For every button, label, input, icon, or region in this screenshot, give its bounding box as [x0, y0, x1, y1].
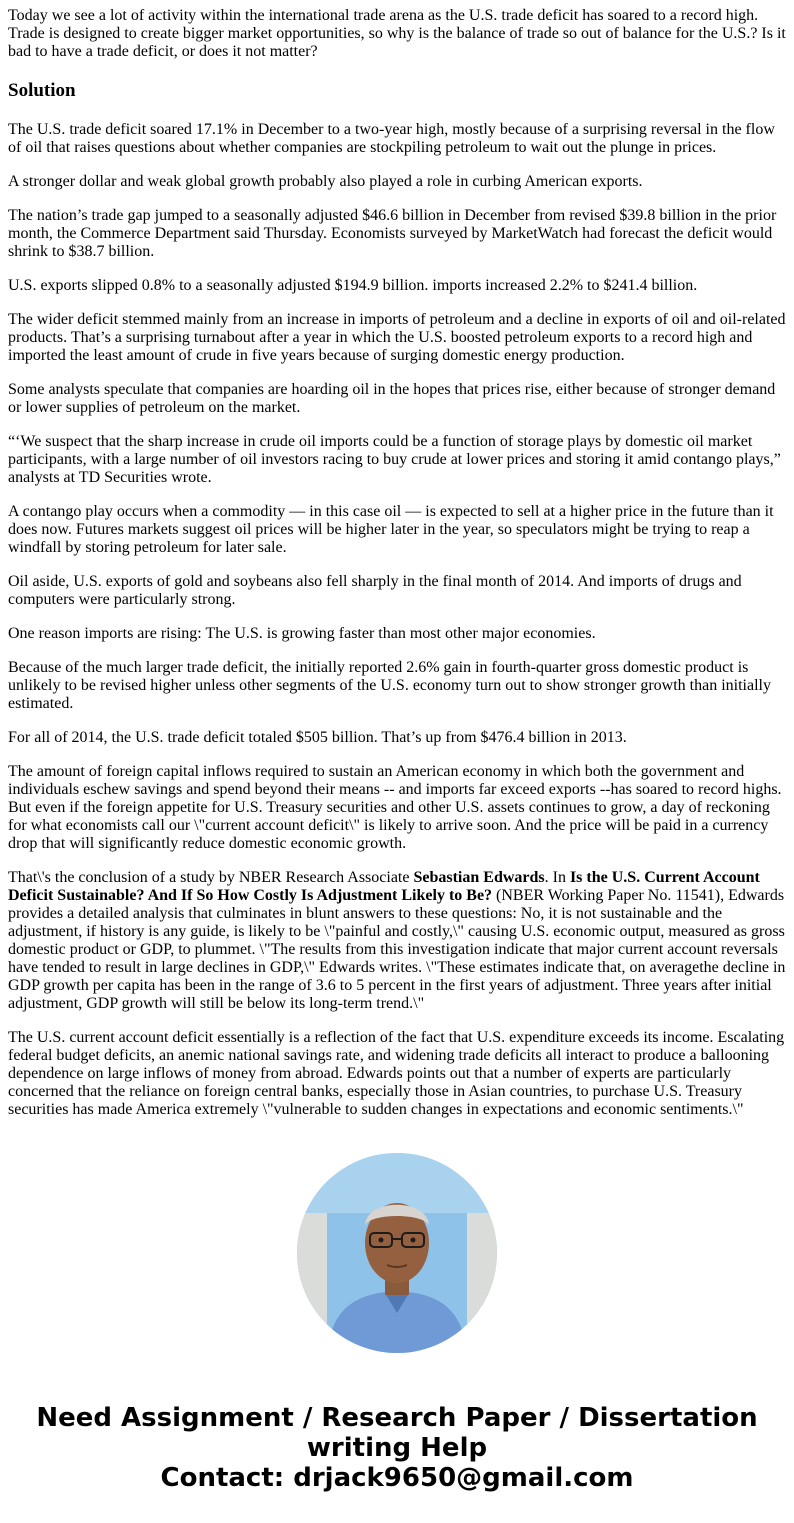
- paragraph: The nation’s trade gap jumped to a seasonally adjusted $46.6 billion in December from revised $39.8 billion in the prior month, the Commerce Department said Thursday. Economists surveyed by MarketWatch had forecast the deficit would shrink to $38.7 billion.: [8, 207, 777, 260]
- question-text: Today we see a lot of activity within the international trade arena as the U.S. trade deficit has soared to a record high. Trade is designed to create bigger market opportunities, so why is the balance of trade so out of balance for the U.S.? Is it bad to have a trade deficit, or does it not matter?: [8, 7, 786, 60]
- paragraph: Oil aside, U.S. exports of gold and soybeans also fell sharply in the final month of 2014. And imports of drugs and computers were particularly strong.: [8, 573, 742, 608]
- banner-line-2: writing Help: [306, 1433, 488, 1463]
- paragraph: For all of 2014, the U.S. trade deficit totaled $505 billion. That’s up from $476.4 billion in 2013.: [8, 729, 627, 746]
- banner-line-1: Need Assignment / Research Paper / Dissertation: [36, 1403, 758, 1433]
- paragraph: “‘We suspect that the sharp increase in crude oil imports could be a function of storage plays by domestic oil market participants, with a large number of oil investors racing to buy crude at lower prices and storing it amid contango plays,” analysts at TD Securities wrote.: [8, 433, 781, 486]
- banner-line-3: Contact: drjack9650@gmail.com: [160, 1463, 634, 1493]
- study-mid: . In: [544, 869, 570, 886]
- paragraph: The wider deficit stemmed mainly from an increase in imports of petroleum and a decline in exports of oil and oil-related products. That’s a surprising turnabout after a year in which the U.S. boosted petroleum exports to a record high and imported the least amount of crude in five years because of surging domestic energy production.: [8, 311, 786, 364]
- paragraph: Because of the much larger trade deficit, the initially reported 2.6% gain in fourth-quarter gross domestic product is unlikely to be revised higher unless other segments of the U.S. economy turn out to show stronger growth than initially estimated.: [8, 659, 771, 712]
- paragraph: The U.S. trade deficit soared 17.1% in December to a two-year high, mostly because of a surprising reversal in the flow of oil that raises questions about whether companies are stockpiling petroleum to wait out the plunge in prices.: [8, 121, 775, 156]
- study-paper-title: Is the U.S. Current Account Deficit Sustainable? And If So How Costly Is Adjustment Likely to Be?: [8, 869, 760, 904]
- final-paragraph: The U.S. current account deficit essentially is a reflection of the fact that U.S. expenditure exceeds its income. Escalating federal budget deficits, an anemic national savings rate, and widening trade deficits all interact to produce a ballooning dependence on large inflows of money from abroad. Edwards points out that a number of experts are particularly concerned that the reliance on foreign central banks, especially those in Asian countries, to purchase U.S. Treasury securities has made America extremely \"vulnerable to sudden changes in expectations and economic sentiments.\": [8, 1029, 785, 1118]
- solution-heading: Solution: [8, 80, 76, 101]
- study-rest: (NBER Working Paper No. 11541), Edwards provides a detailed analysis that culminates in blunt answers to these questions: No, it is not sustainable and the adjustment, if history is any guide, is likely to be \"painful and costly,\" causing U.S. economic output, measured as gross domestic product or GDP, to plummet. \"The results from this investigation indicate that major current account reversals have tended to result in large declines in GDP,\" Edwards writes. \"These estimates indicate that, on averagethe decline in GDP growth per capita has been in the range of 3.6 to 5 percent in the first years of adjustment. Three years after initial adjustment, GDP growth will still be below its long-term trend.\": [8, 887, 786, 1012]
- author-avatar: [297, 1153, 497, 1353]
- paragraph: A contango play occurs when a commodity — in this case oil — is expected to sell at a higher price in the future than it does now. Futures markets suggest oil prices will be higher later in the year, so speculators might be trying to reap a windfall by storing petroleum for later sale.: [8, 503, 774, 556]
- paragraph: A stronger dollar and weak global growth probably also played a role in curbing American exports.: [8, 173, 643, 190]
- author-photo-icon: [297, 1153, 497, 1353]
- paragraph: U.S. exports slipped 0.8% to a seasonally adjusted $194.9 billion. imports increased 2.2% to $241.4 billion.: [8, 277, 698, 294]
- article-body: [8, 7, 788, 1135]
- study-intro: That\'s the conclusion of a study by NBER Research Associate: [8, 869, 414, 886]
- study-paragraph: [8, 869, 788, 1013]
- paragraph: One reason imports are rising: The U.S. is growing faster than most other major economies.: [8, 625, 596, 642]
- contact-banner: [0, 1403, 794, 1493]
- paragraph: The amount of foreign capital inflows required to sustain an American economy in which both the government and individuals eschew savings and spend beyond their means -- and imports far exceed exports --has soared to record highs. But even if the foreign appetite for U.S. Treasury securities and other U.S. assets continues to grow, a day of reckoning for what economists call our \"current account deficit\" is likely to arrive soon. And the price will be paid in a currency drop that will significantly reduce domestic economic growth.: [8, 763, 782, 852]
- study-author: Sebastian Edwards: [413, 869, 545, 886]
- paragraph: Some analysts speculate that companies are hoarding oil in the hopes that prices rise, either because of stronger demand or lower supplies of petroleum on the market.: [8, 381, 776, 416]
